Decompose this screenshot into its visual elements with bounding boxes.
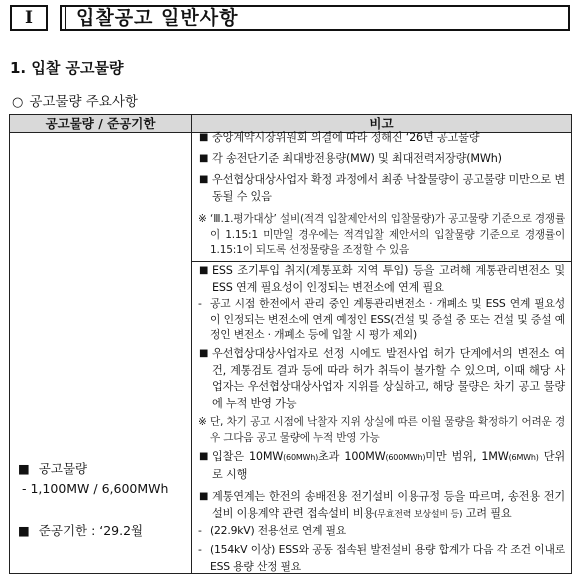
dash-mark-icon: - bbox=[198, 543, 202, 556]
sub-item-text: 공고 시점 한전에서 관리 중인 계통관리변전소 · 개폐소 및 ESS 연계 필요성이 인정되는 변전소에 연계 예정인 ESS(건설 및 증설 중 또는 건설 및 증설 예정인 변전소 · 개폐소 등에 입찰 시 평가 제외) bbox=[210, 297, 565, 341]
header-volume-deadline: 공고물량 / 준공기한 bbox=[10, 115, 192, 132]
remark-text: 입찰은 10MW bbox=[212, 450, 284, 463]
block-divider bbox=[192, 261, 571, 262]
note-text: 단, 차기 공고 시점에 낙찰자 지위 상실에 따른 이월 물량을 확정하기 어려운 경우 그다음 공고 물량에 누적 반영 가능 bbox=[210, 416, 565, 444]
section-heading: 1. 입찰 공고물량 bbox=[10, 59, 124, 77]
volume-table bbox=[9, 114, 572, 574]
remark-text: 고려 필요 bbox=[462, 506, 512, 520]
page-title: 입찰공고 일반사항 bbox=[60, 5, 570, 31]
sub-item-text: (22.9kV) 전용선로 연계 필요 bbox=[210, 524, 347, 537]
deadline-text: 준공기한 : ‘29.2월 bbox=[38, 523, 144, 538]
remark-text: ESS 조기투입 취지(계통포화 지역 투입) 등을 고려해 계통관리변전소 및 ESS 연계 필요성이 인정되는 변전소에 연계 필요 bbox=[212, 264, 565, 294]
remark-item bbox=[198, 346, 565, 412]
remark-text: 미만 범위, 1MW bbox=[425, 450, 509, 463]
note-text: ‘Ⅲ.1.평가대상’ 설비(적격 입찰제안서의 입찰물량)가 공고물량 기준으로 경쟁률이 1.15:1 미만일 경우에는 적격입찰 제안서의 입찰물량 기준으로 경쟁률이 1.15:1이 되도록 선정물량을 조정할 수 있음 bbox=[210, 213, 565, 256]
circle-bullet-icon: ○ bbox=[12, 95, 24, 110]
square-bullet-icon: ■ bbox=[199, 348, 209, 359]
remark-text: 계통연계는 한전의 송배전용 전기설비 이용규정 등을 따르며, 송전용 전기설비 이용계약 관련 접속설비 비용 bbox=[212, 490, 565, 520]
square-bullet-icon: ■ bbox=[18, 461, 30, 476]
volume-value: - 1,100MW / 6,600MWh bbox=[22, 481, 169, 496]
square-bullet-icon: ■ bbox=[199, 132, 209, 143]
remark-text: 단위로 시행 bbox=[212, 450, 566, 481]
volume-label bbox=[18, 459, 87, 477]
small-text: (무효전력 보상설비 등) bbox=[373, 509, 463, 520]
volume-cell bbox=[10, 133, 192, 573]
remark-sub-item bbox=[198, 542, 565, 575]
remark-text: 우선협상대상사업자로 선정 시에도 발전사업 허가 단계에서의 변전소 여건, 계통검토 결과 등에 따라 허가 취득이 불가할 수 있으며, 이때 해당 사업자는 우선협상대상사업자 지위를 상실하고, 해당 물량은 차기 공고 물량에 누적 반영 가능 bbox=[212, 347, 565, 410]
remark-item bbox=[198, 130, 565, 147]
note-mark-icon: ※ bbox=[198, 213, 207, 225]
small-text: (60MWh) bbox=[283, 453, 319, 462]
square-bullet-icon: ■ bbox=[199, 153, 209, 164]
sub-heading bbox=[12, 90, 138, 110]
sub-heading-text: 공고물량 주요사항 bbox=[29, 94, 138, 110]
square-bullet-icon: ■ bbox=[199, 174, 209, 185]
remark-note bbox=[198, 212, 565, 259]
small-text: (6MWh) bbox=[508, 453, 539, 462]
square-bullet-icon: ■ bbox=[199, 451, 209, 462]
remark-item bbox=[198, 172, 565, 205]
remark-text: 초과 100MW bbox=[318, 450, 386, 463]
square-bullet-icon: ■ bbox=[18, 523, 30, 538]
remark-text: 중앙계약시장위원회 의결에 따라 정해진 ‘26년 공고물량 bbox=[212, 131, 480, 144]
small-text: (600MWh) bbox=[385, 453, 426, 462]
header-remarks: 비고 bbox=[369, 116, 394, 131]
sub-item-text: (154kV 이상) ESS와 공동 접속된 발전설비 용량 합계가 다음 각 조건 이내로 ESS 용량 산정 필요 bbox=[210, 543, 565, 573]
page-title-row bbox=[10, 5, 571, 35]
square-bullet-icon: ■ bbox=[199, 265, 209, 276]
remark-item bbox=[198, 263, 565, 296]
remarks-cell bbox=[192, 133, 571, 573]
volume-label-text: 공고물량 bbox=[38, 461, 88, 476]
chapter-number: I bbox=[10, 5, 48, 31]
dash-mark-icon: - bbox=[198, 297, 202, 310]
remark-item bbox=[198, 151, 565, 168]
square-bullet-icon: ■ bbox=[199, 491, 209, 502]
note-mark-icon: ※ bbox=[198, 416, 207, 428]
remark-sub-item bbox=[198, 296, 565, 343]
deadline-label bbox=[18, 521, 143, 539]
remark-sub-item bbox=[198, 523, 565, 540]
remark-note bbox=[198, 415, 565, 446]
remark-item bbox=[198, 449, 565, 483]
dash-mark-icon: - bbox=[198, 524, 202, 537]
remark-text: 우선협상대상사업자 확정 과정에서 최종 낙찰물량이 공고물량 미만으로 변동될 수 있음 bbox=[212, 173, 565, 203]
remark-text: 각 송전단기준 최대방전용량(MW) 및 최대전력저장량(MWh) bbox=[212, 152, 502, 165]
remark-item bbox=[198, 489, 565, 523]
